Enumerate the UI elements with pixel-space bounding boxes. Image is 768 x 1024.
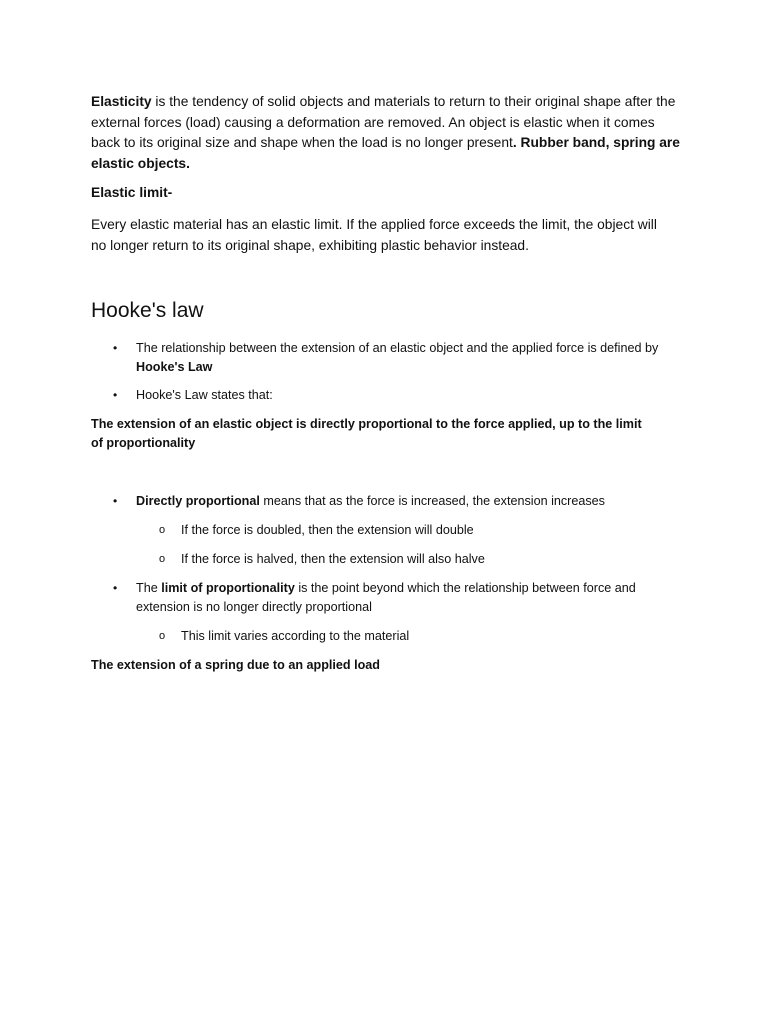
hookes-law-term: Hooke's Law xyxy=(136,359,213,374)
hookes-law-statement: The extension of an elastic object is directly proportional to the force applied, up to the limit of proportionality xyxy=(91,417,642,450)
sub-bullet-marker: o xyxy=(159,630,166,642)
elasticity-examples: Rubber band, spring are elastic objects. xyxy=(91,135,680,171)
bullet-marker: • xyxy=(113,581,118,595)
bullet-marker: • xyxy=(113,494,118,508)
sub-item-halved: If the force is halved, then the extension will also halve xyxy=(181,552,485,566)
limit-of-proportionality-term: limit of proportionality xyxy=(161,581,295,595)
sub-item-varies: This limit varies according to the material xyxy=(181,629,410,643)
list-item-hookes-states: Hooke's Law states that: xyxy=(136,388,273,402)
hookes-law-heading: Hooke's law xyxy=(91,299,204,322)
elasticity-text: is the tendency of solid objects and materials to return to their original shape after the external forces (load) causing a deformation are removed. An object is elastic when it comes back to its original size and shape when the load is no longer present xyxy=(91,94,676,150)
list-item-text: The relationship between the extension of an elastic object and the applied force is defined by xyxy=(136,341,659,355)
spring-extension-caption: The extension of a spring due to an applied load xyxy=(91,658,380,672)
sub-item-doubled: If the force is doubled, then the extension will double xyxy=(181,523,474,537)
elastic-limit-heading: Elastic limit- xyxy=(91,185,173,200)
elasticity-term: Elasticity xyxy=(91,94,152,109)
list-item-text: is the point beyond which the relationship between force and extension is no longer directly proportional xyxy=(136,581,636,614)
elasticity-dot: . xyxy=(512,135,517,150)
bullet-marker: • xyxy=(113,341,118,355)
sub-bullet-marker: o xyxy=(159,553,166,565)
list-item-text: means that as the force is increased, the extension increases xyxy=(259,494,605,508)
list-item-limit-of-proportionality xyxy=(136,579,656,616)
elastic-limit-paragraph: Every elastic material has an elastic limit. If the applied force exceeds the limit, the object will no longer return to its original shape, exhibiting plastic behavior instead. xyxy=(91,217,657,253)
list-item-prefix: The xyxy=(136,581,162,595)
sub-bullet-marker: o xyxy=(159,524,166,536)
list-item-directly-proportional xyxy=(136,492,605,511)
elasticity-paragraph xyxy=(91,92,686,174)
bullet-marker: • xyxy=(113,388,118,402)
list-item-hookes-definition xyxy=(136,339,666,376)
directly-proportional-term: Directly proportional xyxy=(136,494,260,508)
